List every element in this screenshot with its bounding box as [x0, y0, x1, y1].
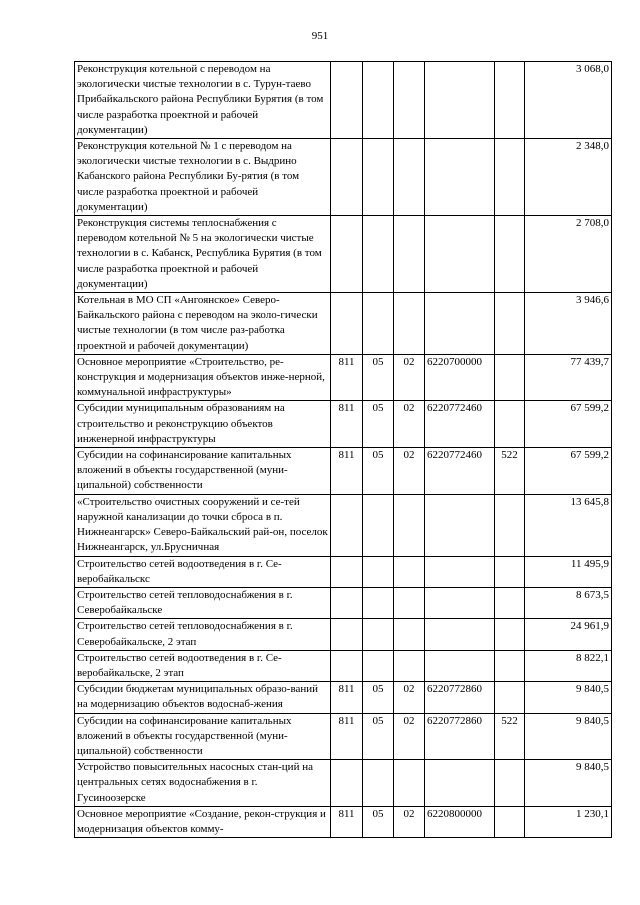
ministry-code-cell [331, 556, 363, 587]
amount-cell: 8 822,1 [525, 650, 612, 681]
table-row [75, 293, 612, 355]
section-code-cell [363, 139, 394, 216]
row-name-cell: Строительство сетей водоотведения в г. Се-веробайкальске, 2 этап [75, 650, 331, 681]
target-article-cell: 6220772460 [425, 448, 495, 495]
target-article-cell: 6220772860 [425, 713, 495, 760]
section-code-cell: 05 [363, 448, 394, 495]
table-row [75, 556, 612, 587]
section-code-cell [363, 650, 394, 681]
subsection-code-cell [394, 62, 425, 139]
section-code-cell [363, 216, 394, 293]
ministry-code-cell: 811 [331, 713, 363, 760]
ministry-code-cell: 811 [331, 401, 363, 448]
target-article-cell [425, 216, 495, 293]
target-article-cell [425, 62, 495, 139]
row-name-cell: Реконструкция системы теплоснабжения с переводом котельной № 5 на экологически чистые технологии в с. Кабанск, Республика Бурятия (в том числе разработка проектной и рабочей документации) [75, 216, 331, 293]
row-name-cell: Субсидии на софинансирование капитальных вложений в объекты государственной (муни-ципальной) собственности [75, 713, 331, 760]
expense-type-cell [495, 216, 525, 293]
table-row [75, 494, 612, 556]
subsection-code-cell [394, 619, 425, 650]
table-row [75, 619, 612, 650]
amount-cell: 77 439,7 [525, 354, 612, 401]
subsection-code-cell [394, 494, 425, 556]
expense-type-cell [495, 556, 525, 587]
section-code-cell [363, 760, 394, 807]
amount-cell: 9 840,5 [525, 713, 612, 760]
expense-type-cell [495, 619, 525, 650]
amount-cell: 24 961,9 [525, 619, 612, 650]
subsection-code-cell [394, 216, 425, 293]
subsection-code-cell: 02 [394, 806, 425, 837]
row-name-cell: Строительство сетей тепловодоснабжения в г. Северобайкальске [75, 587, 331, 618]
subsection-code-cell [394, 650, 425, 681]
table-row [75, 587, 612, 618]
subsection-code-cell [394, 760, 425, 807]
subsection-code-cell [394, 556, 425, 587]
expense-type-cell [495, 139, 525, 216]
page-number: 951 [311, 30, 329, 42]
subsection-code-cell [394, 587, 425, 618]
amount-cell: 8 673,5 [525, 587, 612, 618]
expense-type-cell [495, 401, 525, 448]
expense-type-cell: 522 [495, 713, 525, 760]
row-name-cell: Реконструкция котельной № 1 с переводом на экологически чистые технологии в с. Выдрино Кабанского района Республики Бу-рятия (в том числе разработка проектной и рабочей документации) [75, 139, 331, 216]
subsection-code-cell [394, 293, 425, 355]
table-row [75, 216, 612, 293]
amount-cell: 3 946,6 [525, 293, 612, 355]
ministry-code-cell [331, 587, 363, 618]
target-article-cell [425, 556, 495, 587]
subsection-code-cell [394, 139, 425, 216]
amount-cell: 11 495,9 [525, 556, 612, 587]
expense-type-cell [495, 587, 525, 618]
target-article-cell [425, 650, 495, 681]
row-name-cell: Субсидии муниципальным образованиям на строительство и реконструкцию объектов инженерной инфраструктуры [75, 401, 331, 448]
subsection-code-cell: 02 [394, 401, 425, 448]
table-row [75, 448, 612, 495]
amount-cell: 67 599,2 [525, 401, 612, 448]
target-article-cell [425, 619, 495, 650]
row-name-cell: «Строительство очистных сооружений и се-тей наружной канализации до точки сброса в п. Нижнеангарск» Северо-Байкальский рай-он, поселок Нижнеангарск, ул.Брусничная [75, 494, 331, 556]
subsection-code-cell: 02 [394, 682, 425, 713]
section-code-cell [363, 293, 394, 355]
table-row [75, 760, 612, 807]
target-article-cell [425, 293, 495, 355]
subsection-code-cell: 02 [394, 713, 425, 760]
ministry-code-cell [331, 619, 363, 650]
section-code-cell: 05 [363, 354, 394, 401]
amount-cell: 9 840,5 [525, 760, 612, 807]
row-name-cell: Субсидии бюджетам муниципальных образо-ваний на модернизацию объектов водоснаб-жения [75, 682, 331, 713]
amount-cell: 67 599,2 [525, 448, 612, 495]
section-code-cell [363, 587, 394, 618]
row-name-cell: Строительство сетей водоотведения в г. Се-веробайкальскс [75, 556, 331, 587]
subsection-code-cell: 02 [394, 448, 425, 495]
table-row [75, 62, 612, 139]
subsection-code-cell: 02 [394, 354, 425, 401]
table-row [75, 682, 612, 713]
ministry-code-cell [331, 494, 363, 556]
budget-table [74, 61, 612, 838]
section-code-cell: 05 [363, 806, 394, 837]
row-name-cell: Основное мероприятие «Создание, рекон-струкция и модернизация объектов комму- [75, 806, 331, 837]
ministry-code-cell [331, 139, 363, 216]
ministry-code-cell [331, 62, 363, 139]
target-article-cell: 6220800000 [425, 806, 495, 837]
ministry-code-cell: 811 [331, 354, 363, 401]
expense-type-cell [495, 806, 525, 837]
section-code-cell: 05 [363, 401, 394, 448]
table-row [75, 354, 612, 401]
ministry-code-cell [331, 650, 363, 681]
ministry-code-cell [331, 760, 363, 807]
amount-cell: 9 840,5 [525, 682, 612, 713]
table-row [75, 401, 612, 448]
section-code-cell [363, 556, 394, 587]
expense-type-cell [495, 494, 525, 556]
expense-type-cell [495, 760, 525, 807]
target-article-cell: 6220772460 [425, 401, 495, 448]
row-name-cell: Котельная в МО СП «Ангоянское» Северо-Байкальского района с переводом на эколо-гически чистые технологии (в том числе раз-работка проектной и рабочей документации) [75, 293, 331, 355]
expense-type-cell [495, 682, 525, 713]
amount-cell: 1 230,1 [525, 806, 612, 837]
row-name-cell: Строительство сетей тепловодоснабжения в г. Северобайкальске, 2 этап [75, 619, 331, 650]
ministry-code-cell: 811 [331, 448, 363, 495]
amount-cell: 13 645,8 [525, 494, 612, 556]
amount-cell: 2 708,0 [525, 216, 612, 293]
target-article-cell [425, 139, 495, 216]
row-name-cell: Устройство повысительных насосных стан-ций на центральных сетях водоснабжения в г. Гусиноозерске [75, 760, 331, 807]
section-code-cell: 05 [363, 713, 394, 760]
amount-cell: 3 068,0 [525, 62, 612, 139]
ministry-code-cell [331, 216, 363, 293]
ministry-code-cell: 811 [331, 806, 363, 837]
row-name-cell: Субсидии на софинансирование капитальных вложений в объекты государственной (муни-ципальной) собственности [75, 448, 331, 495]
section-code-cell [363, 62, 394, 139]
table-row [75, 139, 612, 216]
row-name-cell: Реконструкция котельной с переводом на экологически чистые технологии в с. Турун-таево Прибайкальского района Республики Бурятия (в том числе разработка проектной и рабочей документации) [75, 62, 331, 139]
row-name-cell: Основное мероприятие «Строительство, ре-конструкция и модернизация объектов инже-нерной, коммунальной инфраструктуры» [75, 354, 331, 401]
ministry-code-cell [331, 293, 363, 355]
expense-type-cell [495, 293, 525, 355]
table-row [75, 713, 612, 760]
target-article-cell: 6220772860 [425, 682, 495, 713]
section-code-cell [363, 494, 394, 556]
expense-type-cell: 522 [495, 448, 525, 495]
section-code-cell: 05 [363, 682, 394, 713]
target-article-cell [425, 760, 495, 807]
expense-type-cell [495, 354, 525, 401]
target-article-cell [425, 494, 495, 556]
amount-cell: 2 348,0 [525, 139, 612, 216]
expense-type-cell [495, 62, 525, 139]
ministry-code-cell: 811 [331, 682, 363, 713]
target-article-cell [425, 587, 495, 618]
section-code-cell [363, 619, 394, 650]
table-row [75, 650, 612, 681]
target-article-cell: 6220700000 [425, 354, 495, 401]
table-row [75, 806, 612, 837]
expense-type-cell [495, 650, 525, 681]
table-body [75, 62, 612, 838]
